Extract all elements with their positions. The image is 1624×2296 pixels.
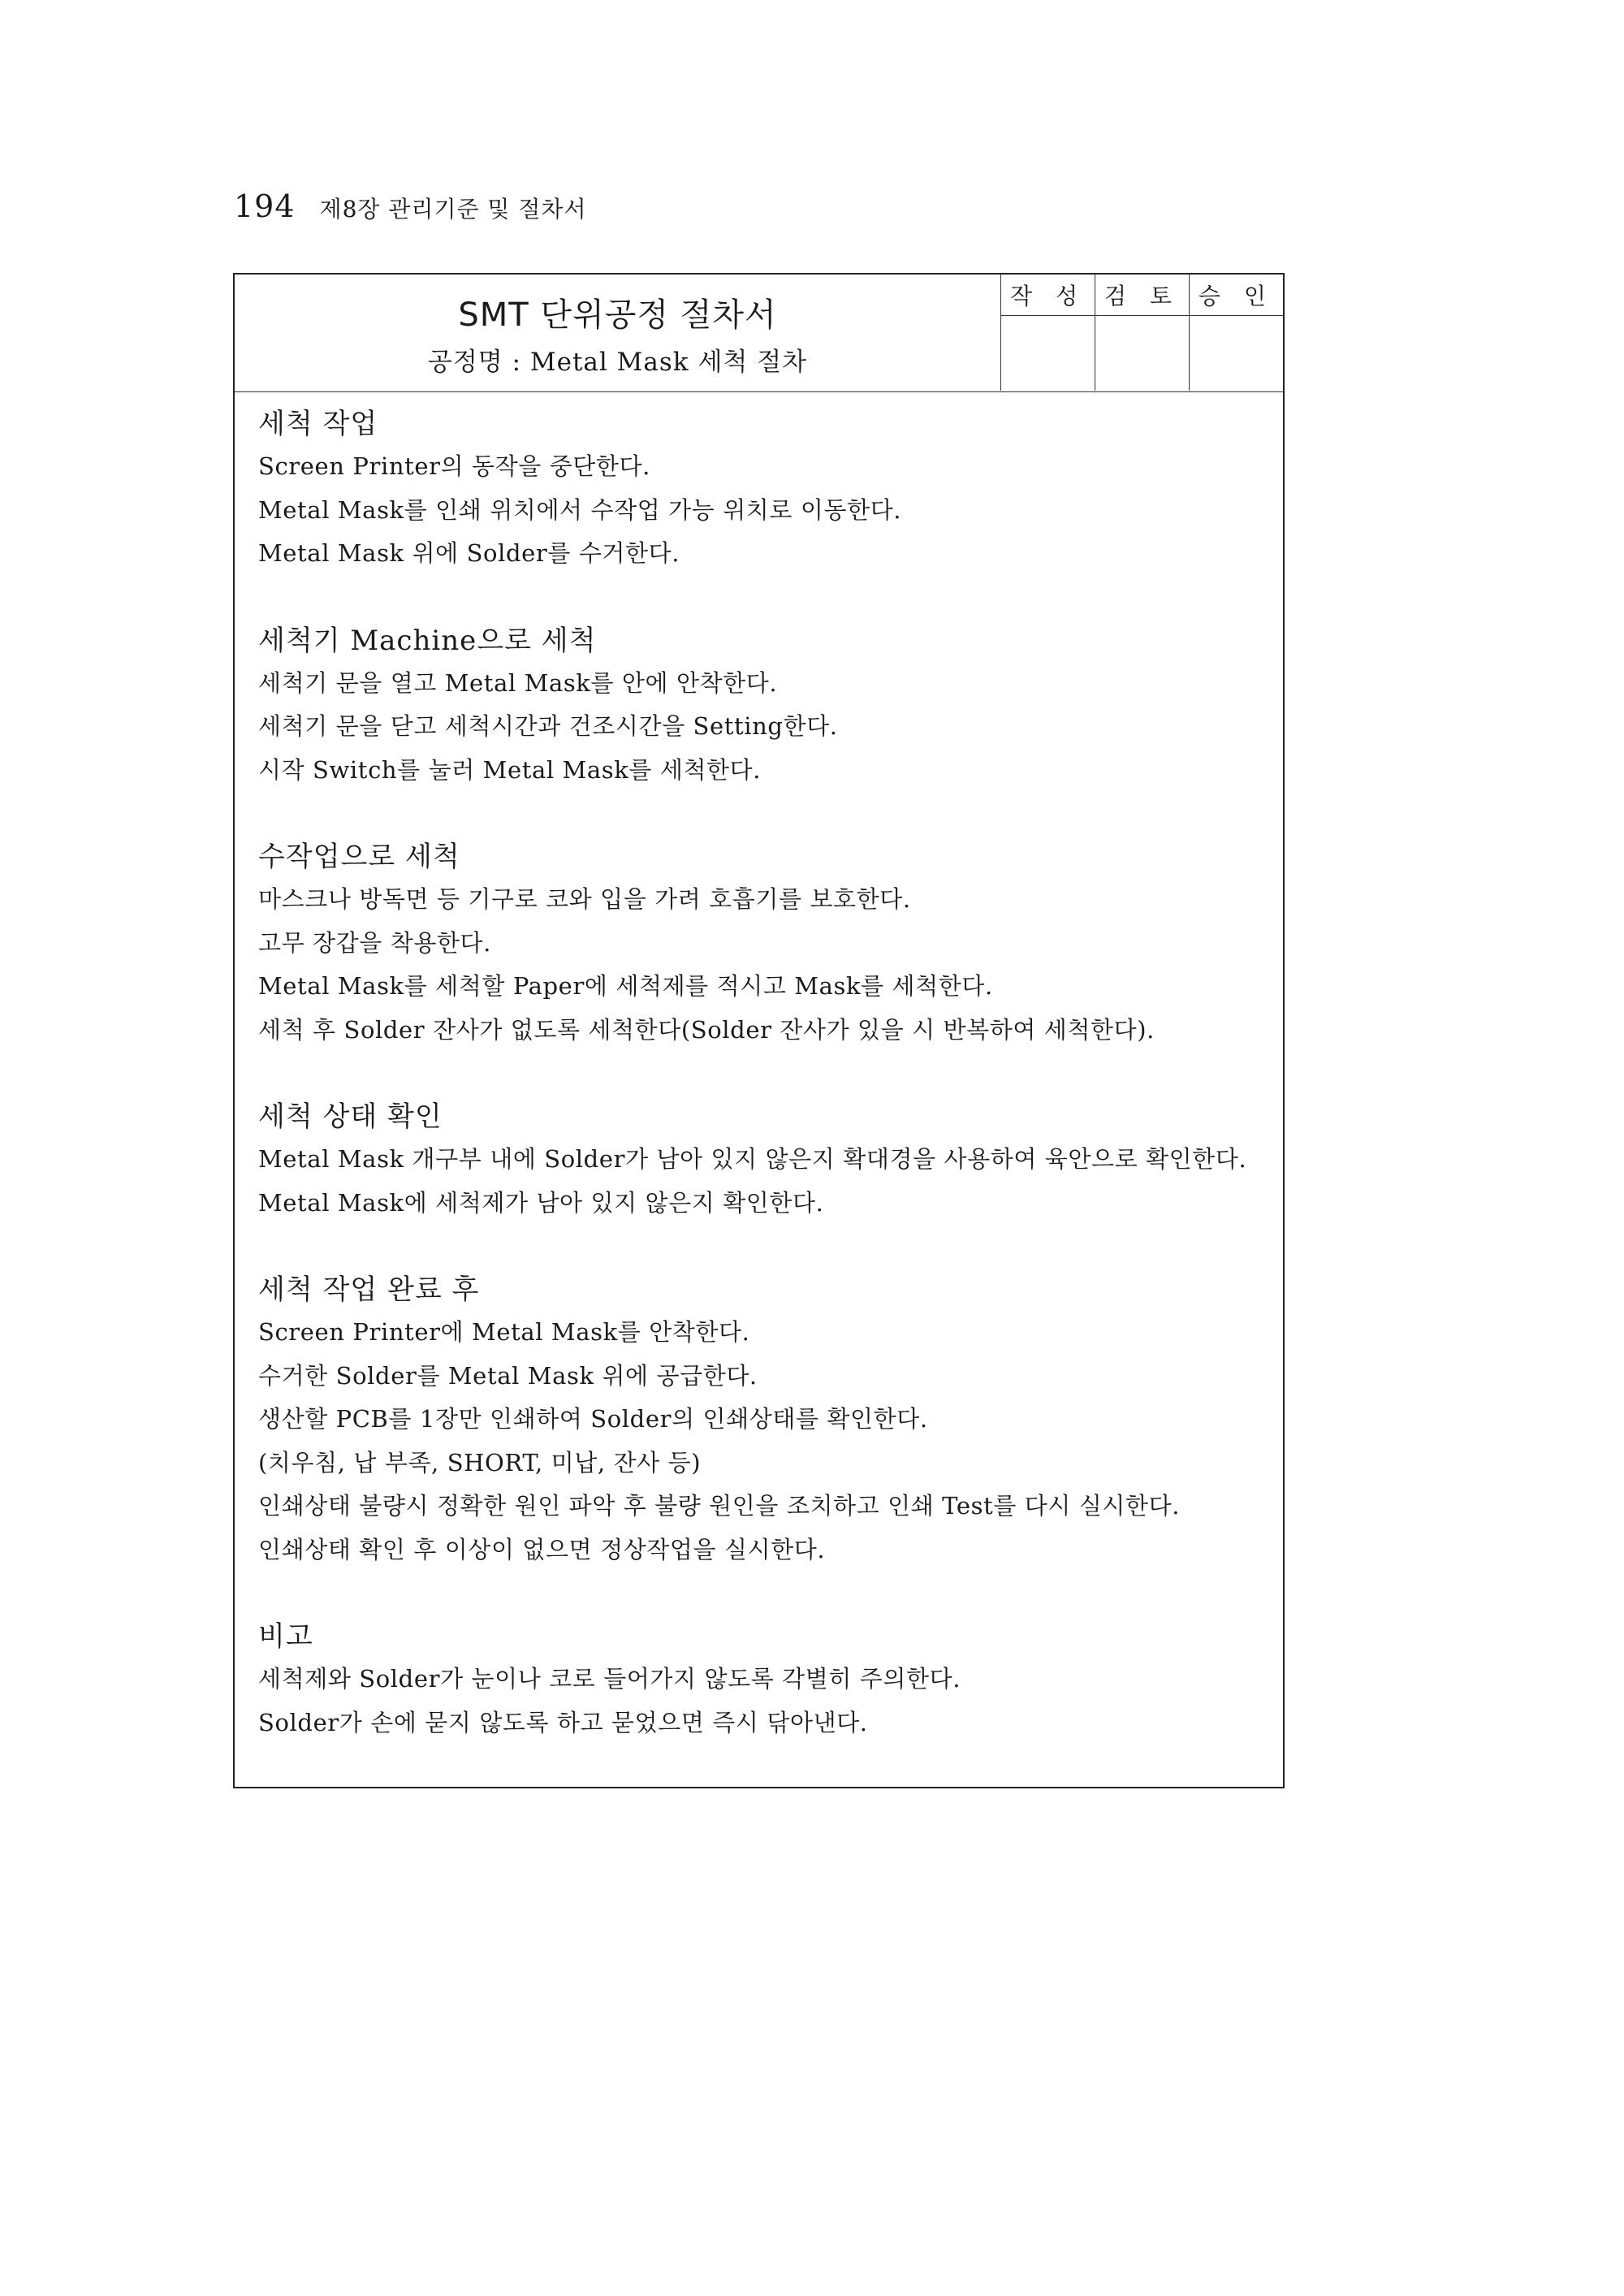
- chapter-title: 제8장 관리기준 및 절차서: [319, 196, 587, 223]
- section-heading: 세척 상태 확인: [258, 1100, 443, 1133]
- procedure-content: [258, 403, 1265, 1788]
- step-line: 고무 장갑을 착용한다.: [258, 928, 491, 957]
- procedure-document: [233, 273, 1285, 1788]
- signature-cell-author: [1001, 316, 1095, 391]
- section-heading: 비고: [258, 1620, 313, 1653]
- process-name: 공정명 : Metal Mask 세척 절차: [427, 348, 808, 377]
- section-machine-cleaning: [258, 620, 1265, 793]
- section-manual-cleaning: [258, 836, 1265, 1052]
- step-line: 수거한 Solder를 Metal Mask 위에 공급한다.: [258, 1361, 758, 1390]
- step-line: 인쇄상태 불량시 정확한 원인 파악 후 불량 원인을 조치하고 인쇄 Test를 다시 실시한다.: [258, 1492, 1181, 1520]
- step-line: 인쇄상태 확인 후 이상이 없으면 정상작업을 실시한다.: [258, 1535, 826, 1563]
- section-heading: 수작업으로 세척: [258, 841, 460, 873]
- section-heading: 세척기 Machine으로 세척: [258, 624, 597, 657]
- step-line: 세척기 문을 닫고 세척시간과 건조시간을 Setting한다.: [258, 712, 838, 740]
- section-cleaning-check: [258, 1096, 1265, 1225]
- signature-cell-review: [1095, 316, 1190, 391]
- step-line: 생산할 PCB를 1장만 인쇄하여 Solder의 인쇄상태를 확인한다.: [258, 1405, 928, 1433]
- title-area: [235, 275, 1001, 391]
- page-header: [234, 188, 587, 234]
- signature-cell-approve: [1189, 316, 1283, 391]
- step-line: (치우침, 납 부족, SHORT, 미납, 잔사 등): [258, 1448, 702, 1477]
- title-block: [235, 275, 1283, 392]
- step-line: Metal Mask 위에 Solder를 수거한다.: [258, 539, 680, 567]
- step-line: 세척 후 Solder 잔사가 없도록 세척한다(Solder 잔사가 있을 시 반복하여 세척한다).: [258, 1015, 1155, 1044]
- step-line: Screen Printer의 동작을 중단한다.: [258, 452, 650, 480]
- step-line: 세척제와 Solder가 눈이나 코로 들어가지 않도록 각별히 주의한다.: [258, 1665, 961, 1693]
- step-line: Metal Mask를 세척할 Paper에 세척제를 적시고 Mask를 세척한다.: [258, 972, 993, 1000]
- section-heading: 세척 작업 완료 후: [258, 1273, 480, 1306]
- step-line: Metal Mask에 세척제가 남아 있지 않은지 확인한다.: [258, 1188, 824, 1217]
- approval-table: [1001, 275, 1283, 391]
- section-after-cleaning: [258, 1269, 1265, 1572]
- step-line: Solder가 손에 묻지 않도록 하고 묻었으면 즉시 닦아낸다.: [258, 1708, 868, 1736]
- step-line: Metal Mask 개구부 내에 Solder가 남아 있지 않은지 확대경을 사용하여 육안으로 확인한다.: [258, 1145, 1247, 1173]
- step-line: Metal Mask를 인쇄 위치에서 수작업 가능 위치로 이동한다.: [258, 495, 902, 524]
- approval-header-author: 작 성: [1001, 275, 1095, 316]
- section-heading: 세척 작업: [258, 408, 378, 440]
- section-cleaning-work: [258, 403, 1265, 576]
- page-number: 194: [234, 188, 296, 224]
- section-remarks: [258, 1615, 1265, 1745]
- approval-header-review: 검 토: [1095, 275, 1190, 316]
- step-line: Screen Printer에 Metal Mask를 안착한다.: [258, 1318, 750, 1346]
- approval-header-approve: 승 인: [1189, 275, 1283, 316]
- document-title: SMT 단위공정 절차서: [458, 296, 777, 334]
- step-line: 마스크나 방독면 등 기구로 코와 입을 가려 호흡기를 보호한다.: [258, 885, 911, 913]
- step-line: 시작 Switch를 눌러 Metal Mask를 세척한다.: [258, 755, 762, 784]
- step-line: 세척기 문을 열고 Metal Mask를 안에 안착한다.: [258, 668, 778, 697]
